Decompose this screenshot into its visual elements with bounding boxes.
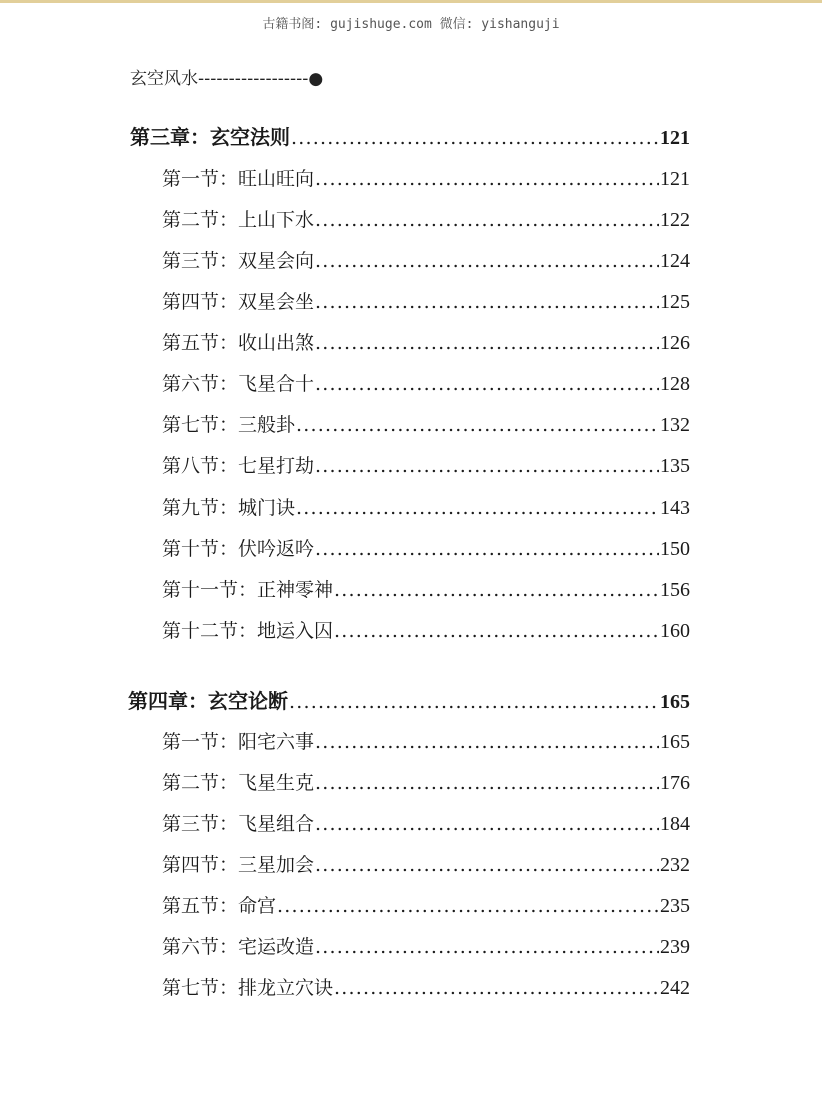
top-border: [0, 0, 822, 3]
toc-section[interactable]: [162, 493, 690, 523]
toc-section[interactable]: [162, 534, 690, 564]
toc-chapter-4[interactable]: [128, 686, 690, 716]
toc-section-title: 第三节：飞星组合: [162, 813, 315, 835]
toc-section-title: 第十一节：正神零神: [162, 579, 334, 601]
toc-leader: [315, 246, 659, 276]
toc-section[interactable]: [162, 205, 690, 235]
toc-page-number: 176: [660, 772, 690, 794]
toc-section[interactable]: [162, 575, 690, 605]
toc-section-title: 第一节：阳宅六事: [162, 731, 315, 753]
toc-leader: [289, 687, 659, 717]
toc-leader: [334, 973, 659, 1003]
toc-section-title: 第七节：排龙立穴诀: [162, 977, 334, 999]
toc-leader: [315, 328, 659, 358]
toc-page-number: 156: [660, 579, 690, 601]
toc-section-title: 第一节：旺山旺向: [162, 168, 315, 190]
toc-section-title: 第八节：七星打劫: [162, 455, 315, 477]
toc-section-title: 第五节：命宫: [162, 895, 277, 917]
toc-section[interactable]: [162, 451, 690, 481]
toc-page-number: 128: [660, 373, 690, 395]
toc-chapter-title: 第四章：玄空论断: [128, 689, 288, 713]
toc-section[interactable]: [162, 973, 690, 1003]
toc-page-number: 122: [660, 209, 690, 231]
watermark: 古籍书阁: gujishuge.com 微信: yishanguji: [262, 17, 560, 32]
toc-leader: [315, 727, 659, 757]
toc-section[interactable]: [162, 328, 690, 358]
toc-page-number: 165: [660, 731, 690, 753]
toc-page-number: 126: [660, 332, 690, 354]
toc-section-title: 第二节：上山下水: [162, 209, 315, 231]
toc-leader: [315, 534, 659, 564]
toc-section[interactable]: [162, 164, 690, 194]
toc-section[interactable]: [162, 891, 690, 921]
toc-leader: [315, 287, 659, 317]
toc-section[interactable]: [162, 369, 690, 399]
toc-page-number: 121: [660, 168, 690, 190]
toc-page-number: 235: [660, 895, 690, 917]
toc-page-number: 184: [660, 813, 690, 835]
toc-leader: [296, 493, 659, 523]
toc-section-title: 第九节：城门诀: [162, 497, 296, 519]
toc-leader: [315, 850, 659, 880]
toc-page-number: 124: [660, 250, 690, 272]
toc-section[interactable]: [162, 850, 690, 880]
toc-page-number: 232: [660, 854, 690, 876]
toc-section[interactable]: [162, 932, 690, 962]
toc-leader: [315, 809, 659, 839]
toc-leader: [291, 123, 659, 153]
toc-page-number: 121: [660, 127, 690, 149]
toc-page-number: 165: [660, 691, 690, 713]
toc-section-title: 第三节：双星会向: [162, 250, 315, 272]
toc-leader: [296, 410, 659, 440]
toc-section-title: 第十节：伏吟返吟: [162, 538, 315, 560]
toc-page-number: 143: [660, 497, 690, 519]
running-header: 玄空风水------------------●: [130, 69, 324, 89]
toc-section-title: 第五节：收山出煞: [162, 332, 315, 354]
toc-page-number: 125: [660, 291, 690, 313]
toc-section[interactable]: [162, 287, 690, 317]
toc-section-title: 第六节：飞星合十: [162, 373, 315, 395]
toc-section[interactable]: [162, 410, 690, 440]
toc-section[interactable]: [162, 616, 690, 646]
toc-page-number: 132: [660, 414, 690, 436]
toc-section[interactable]: [162, 727, 690, 757]
toc-page-number: 160: [660, 620, 690, 642]
toc-leader: [315, 451, 659, 481]
toc-section-title: 第四节：三星加会: [162, 854, 315, 876]
toc-section-title: 第四节：双星会坐: [162, 291, 315, 313]
toc-page-number: 135: [660, 455, 690, 477]
toc-section-title: 第十二节：地运入囚: [162, 620, 334, 642]
toc-leader: [334, 616, 659, 646]
toc-section[interactable]: [162, 768, 690, 798]
toc-page-number: 242: [660, 977, 690, 999]
toc-page-number: 239: [660, 936, 690, 958]
toc-section[interactable]: [162, 246, 690, 276]
toc-leader: [315, 369, 659, 399]
toc-section-title: 第七节：三般卦: [162, 414, 296, 436]
toc-leader: [315, 164, 659, 194]
toc-leader: [334, 575, 659, 605]
toc-chapter-3[interactable]: [130, 122, 690, 152]
toc-leader: [315, 205, 659, 235]
toc-leader: [315, 932, 659, 962]
toc-section[interactable]: [162, 809, 690, 839]
toc-page-number: 150: [660, 538, 690, 560]
toc-leader: [277, 891, 659, 921]
toc-section-title: 第二节：飞星生克: [162, 772, 315, 794]
toc-chapter-title: 第三章：玄空法则: [130, 125, 290, 149]
toc-leader: [315, 768, 659, 798]
toc-section-title: 第六节：宅运改造: [162, 936, 315, 958]
